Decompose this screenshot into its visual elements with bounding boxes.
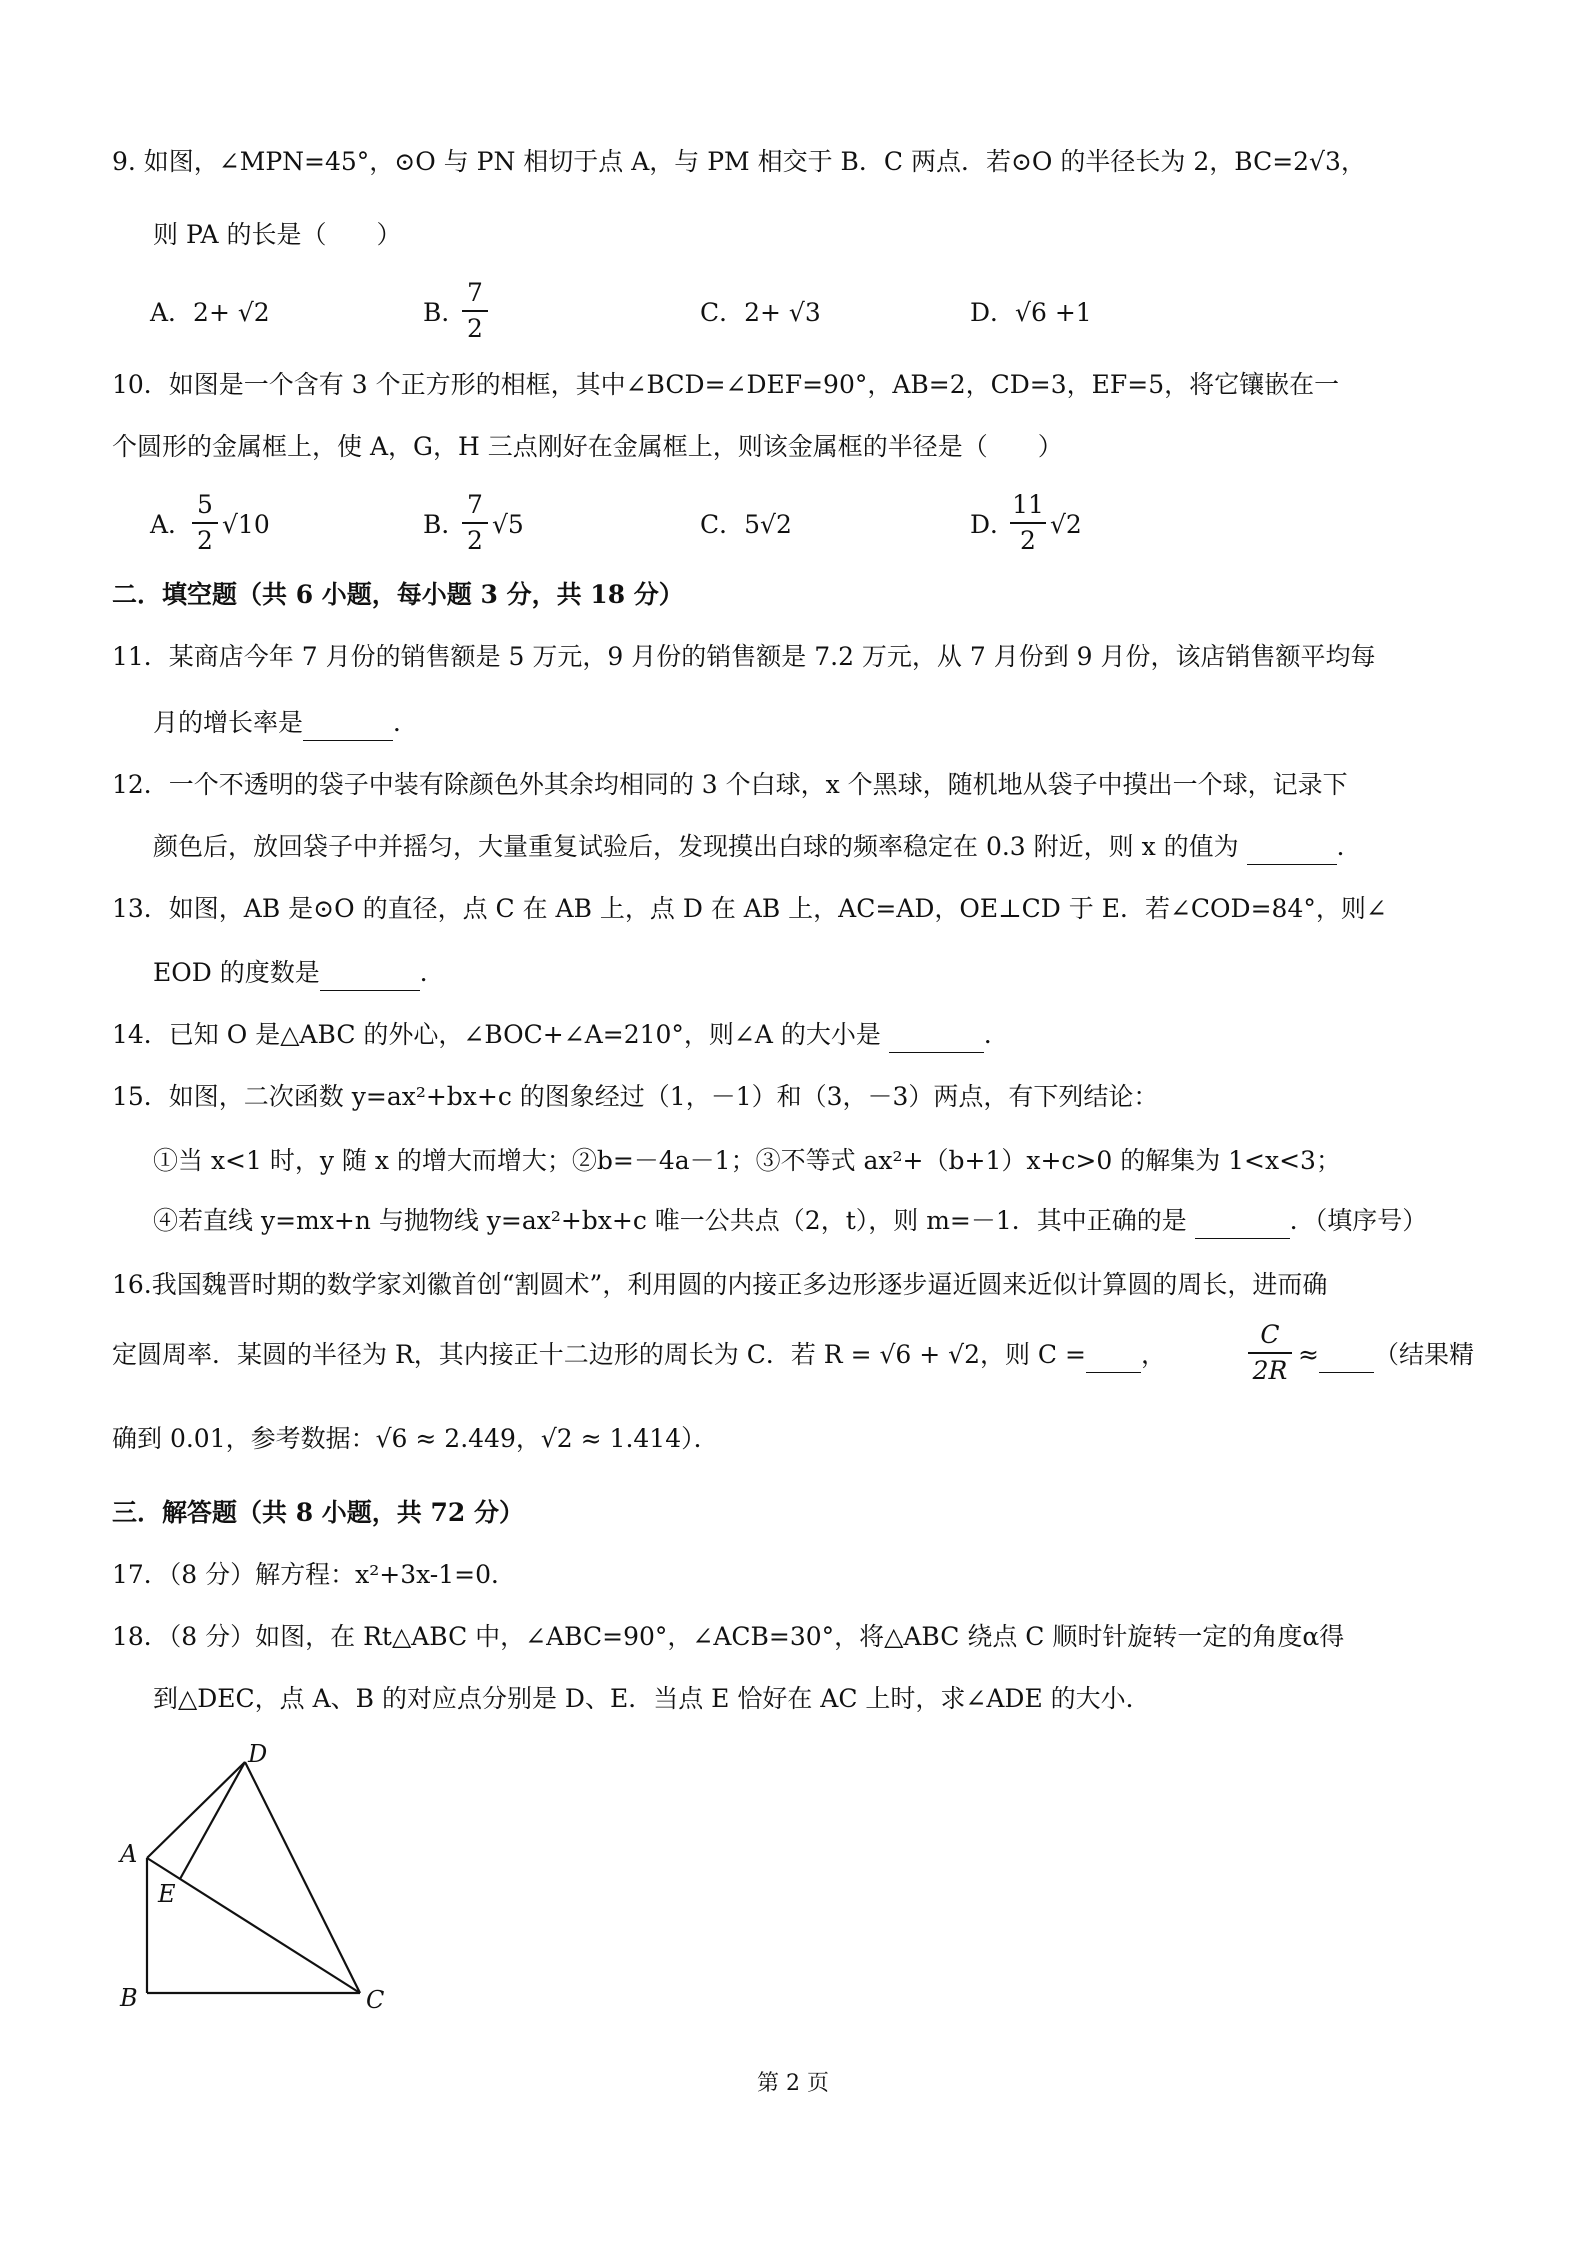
q16-line2-left — [112, 1338, 1166, 1373]
label-c: C — [366, 1986, 385, 2014]
label-a: A — [120, 1840, 138, 1868]
q10-option-d-fraction — [1010, 490, 1046, 556]
q9-option-b-fraction — [462, 278, 488, 344]
q10-option-d-denominator: 2 — [1020, 526, 1036, 555]
q10-option-a-fraction — [192, 490, 218, 556]
page-number: 第 2 页 — [757, 2071, 829, 2096]
q10-option-b-label: B． — [423, 510, 467, 539]
q11-line2 — [153, 706, 418, 741]
q10-option-b-denominator: 2 — [467, 526, 483, 555]
q9-option-c: C．2+ √3 — [700, 298, 821, 327]
q9-option-b-numerator: 7 — [467, 278, 483, 307]
q10-line2: 个圆形的金属框上，使 A，G，H 三点刚好在金属框上，则该金属框的半径是（ ） — [112, 432, 1063, 461]
q16-ratio-blank[interactable] — [1319, 1338, 1374, 1373]
section-solutions-heading: 三．解答题（共 8 小题，共 72 分） — [112, 1498, 525, 1527]
q9-option-a: A．2+ √2 — [150, 298, 270, 327]
q15-line3-text: ④若直线 y=mx+n 与抛物线 y=ax²+bx+c 唯一公共点（2，t），则 m=－1．其中正确的是 — [153, 1206, 1195, 1235]
q11-line1: 11．某商店今年 7 月份的销售额是 5 万元，9 月份的销售额是 7.2 万元，从 7 月份到 9 月份，该店销售额平均每 — [112, 642, 1376, 671]
q13-line2-end: ． — [419, 958, 445, 987]
q18-line1: 18．（8 分）如图，在 Rt△ABC 中，∠ABC=90°，∠ACB=30°，将△ABC 绕点 C 顺时针旋转一定的角度α得 — [112, 1622, 1345, 1651]
q16-line2-end: （结果精 — [1373, 1340, 1474, 1369]
q9-option-d: D．√6 +1 — [970, 298, 1092, 327]
segment-ad — [147, 1762, 245, 1858]
q17-line: 17．（8 分）解方程：x²+3x-1=0． — [112, 1560, 517, 1589]
q16-ratio-fraction — [1248, 1320, 1292, 1386]
label-e: E — [158, 1880, 176, 1908]
q16-line2-text: 定圆周率．某圆的半径为 R，其内接正十二边形的周长为 C．若 R = √6 + √2，则 C = — [112, 1340, 1086, 1369]
q16-circumference-blank[interactable] — [1086, 1338, 1141, 1373]
q10-option-d-radical: √2 — [1050, 510, 1082, 539]
q14-line1-end: ． — [983, 1020, 1009, 1049]
q10-option-a-numerator: 5 — [197, 490, 213, 519]
q11-answer-blank[interactable] — [303, 706, 393, 741]
q10-option-a-label: A． — [150, 510, 194, 539]
label-b: B — [120, 1984, 138, 2012]
q13-line2 — [153, 956, 445, 991]
q16-line3: 确到 0.01，参考数据：√6 ≈ 2.449，√2 ≈ 1.414）． — [112, 1424, 719, 1453]
q9-line1: 9. 如图，∠MPN=45°，⊙O 与 PN 相切于点 A，与 PM 相交于 B．C 两点．若⊙O 的半径长为 2，BC=2√3， — [112, 147, 1366, 176]
q16-line2-comma: ， — [1140, 1340, 1166, 1369]
q11-line2-end: ． — [393, 708, 419, 737]
q14-line1 — [112, 1018, 1009, 1053]
section-fill-in-heading: 二．填空题（共 6 小题，每小题 3 分，共 18 分） — [112, 580, 684, 609]
q12-line1: 12．一个不透明的袋子中装有除颜色外其余均相同的 3 个白球，x 个黑球，随机地从袋子中摸出一个球，记录下 — [112, 770, 1348, 799]
q15-line1: 15．如图，二次函数 y=ax²+bx+c 的图象经过（1，－1）和（3，－3）两点，有下列结论： — [112, 1082, 1159, 1111]
q16-approx-sign: ≈ — [1298, 1340, 1319, 1369]
q15-line2: ①当 x<1 时，y 随 x 的增大而增大；②b=－4a－1；③不等式 ax²+（b+1）x+c>0 的解集为 1<x<3； — [153, 1146, 1341, 1175]
q15-line3 — [153, 1204, 1427, 1239]
q12-line2 — [153, 830, 1362, 865]
q18-line2: 到△DEC，点 A、B 的对应点分别是 D、E．当点 E 恰好在 AC 上时，求∠ADE 的大小． — [153, 1684, 1151, 1713]
segment-dc — [245, 1762, 360, 1993]
q9-option-b-denominator: 2 — [467, 314, 483, 343]
q10-option-d-numerator: 11 — [1012, 490, 1044, 519]
q11-line2-text: 月的增长率是 — [153, 708, 304, 737]
q10-option-b-radical: √5 — [492, 510, 524, 539]
q12-answer-blank[interactable] — [1247, 830, 1337, 865]
segment-de — [180, 1762, 245, 1879]
q16-fraction-numerator: C — [1260, 1320, 1280, 1349]
q13-answer-blank[interactable] — [320, 956, 420, 991]
label-d: D — [248, 1740, 268, 1768]
q13-line1: 13．如图，AB 是⊙O 的直径，点 C 在 AB 上，点 D 在 AB 上，AC=AD，OE⊥CD 于 E．若∠COD=84°，则∠ — [112, 894, 1387, 923]
q10-option-a-radical: √10 — [222, 510, 270, 539]
q14-line1-text: 14．已知 O 是△ABC 的外心，∠BOC+∠A=210°，则∠A 的大小是 — [112, 1020, 889, 1049]
q10-option-b-fraction — [462, 490, 488, 556]
q16-fraction-denominator: 2R — [1252, 1356, 1288, 1385]
q10-option-d-label: D． — [970, 510, 1016, 539]
q9-line2: 则 PA 的长是（ ） — [153, 220, 402, 249]
q14-answer-blank[interactable] — [889, 1018, 984, 1053]
q15-answer-blank[interactable] — [1195, 1204, 1290, 1239]
q10-option-a-denominator: 2 — [197, 526, 213, 555]
q12-line2-text: 颜色后，放回袋子中并摇匀，大量重复试验后，发现摸出白球的频率稳定在 0.3 附近，则 x 的值为 — [153, 832, 1247, 861]
q13-line2-text: EOD 的度数是 — [153, 958, 320, 987]
q10-option-b-numerator: 7 — [467, 490, 483, 519]
q16-line2-right — [1298, 1338, 1474, 1373]
q10-option-c: C．5√2 — [700, 510, 792, 539]
q18-triangle-figure — [100, 1740, 420, 2020]
q15-line3-end: ．（填序号） — [1289, 1206, 1428, 1235]
q10-line1: 10．如图是一个含有 3 个正方形的相框，其中∠BCD=∠DEF=90°，AB=2，CD=3，EF=5，将它镶嵌在一 — [112, 370, 1340, 399]
q9-option-b-label: B． — [423, 298, 467, 327]
q16-line1: 16.我国魏晋时期的数学家刘徽首创“割圆术”，利用圆的内接正多边形逐步逼近圆来近似计算圆的周长，进而确 — [112, 1270, 1328, 1299]
segment-ac — [147, 1858, 360, 1993]
q12-line2-end: ． — [1336, 832, 1362, 861]
